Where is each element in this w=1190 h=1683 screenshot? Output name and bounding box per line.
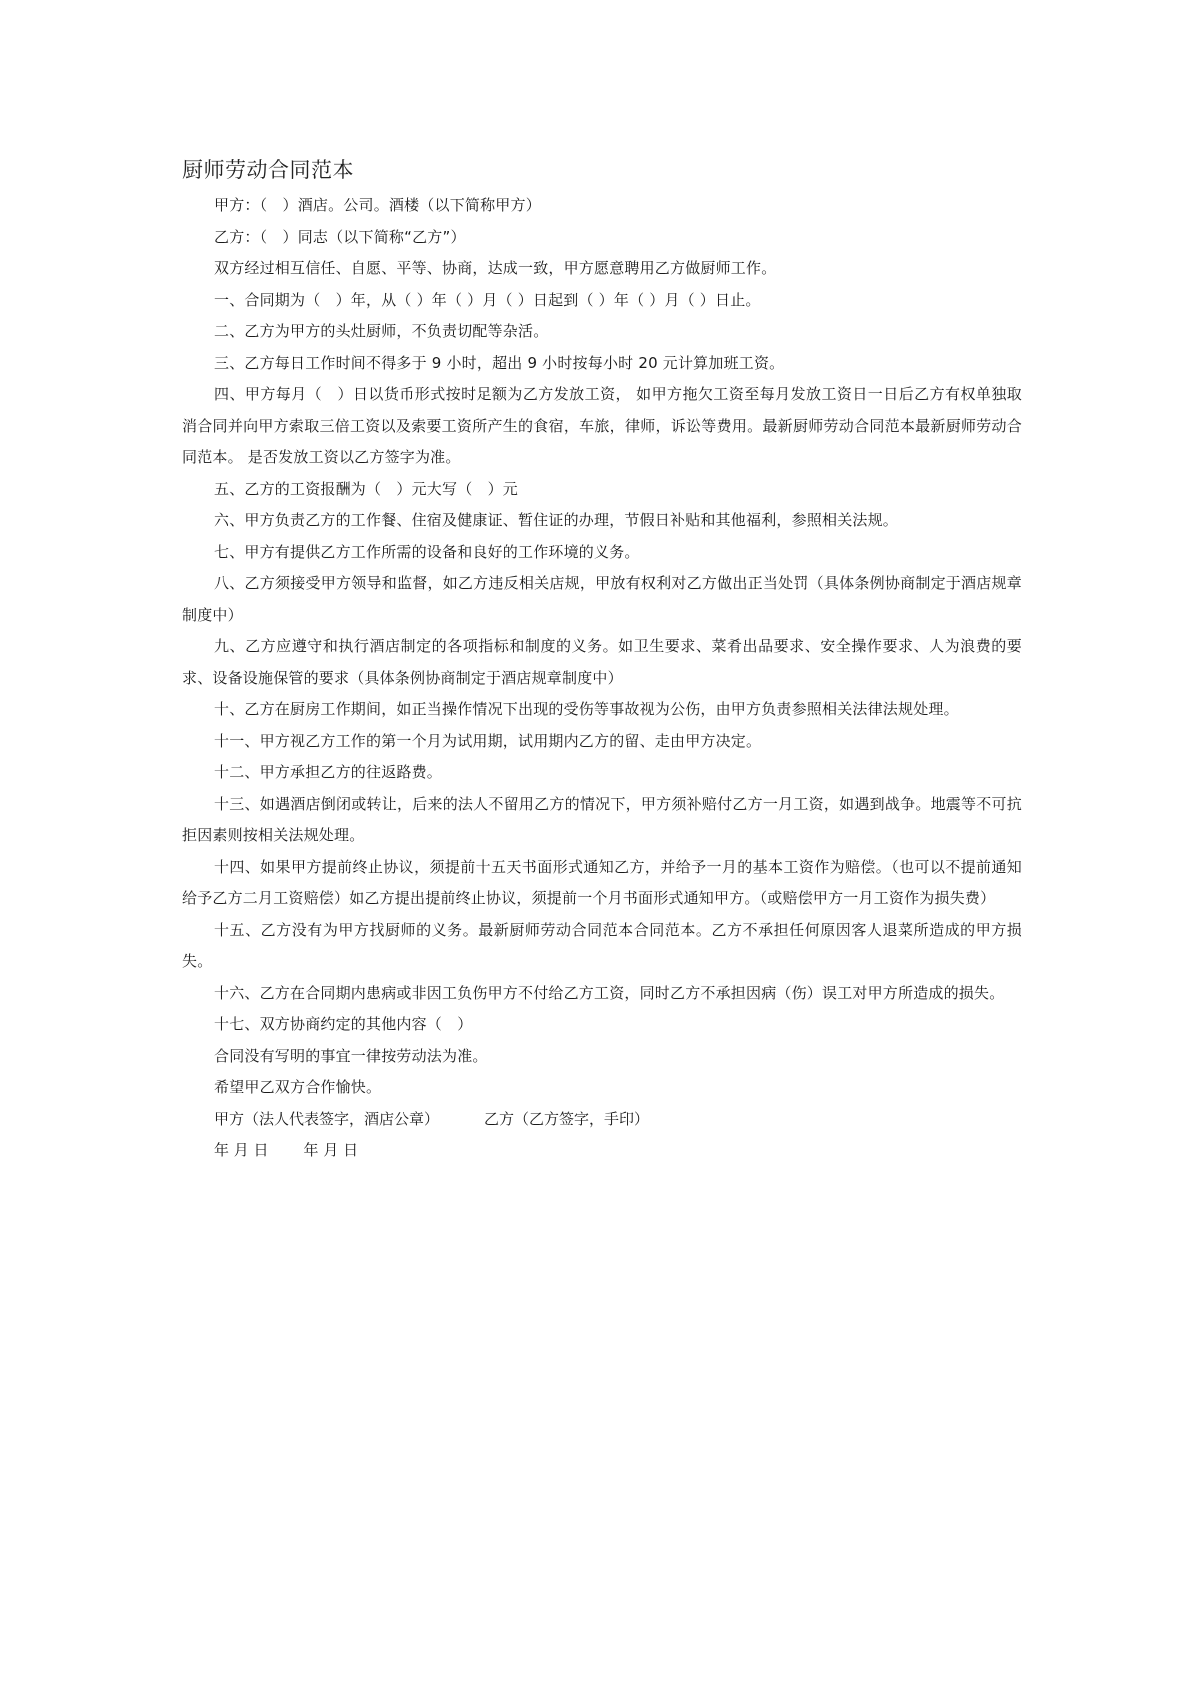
clause-11: 十一、甲方视乙方工作的第一个月为试用期，试用期内乙方的留、走由甲方决定。 bbox=[214, 731, 762, 750]
clause-5: 五、乙方的工资报酬为（ ）元大写（ ）元 bbox=[214, 479, 519, 498]
clause-14: 十四、如果甲方提前终止协议，须提前十五天书面形式通知乙方，并给予一月的基本工资作为赔偿。（也可以不提前通知给予乙方二月工资赔偿）如乙方提出提前终止协议，须提前一个月书面形式通知甲方。（或赔偿甲方一月工资作为损失费） bbox=[182, 857, 1022, 907]
clause-7: 七、甲方有提供乙方工作所需的设备和良好的工作环境的义务。 bbox=[214, 542, 640, 561]
clause-10: 十、乙方在厨房工作期间，如正当操作情况下出现的受伤等事故视为公伤，由甲方负责参照相关法律法规处理。 bbox=[214, 700, 959, 718]
clause-4: 四、甲方每月（ ）日以货币形式按时足额为乙方发放工资， 如甲方拖欠工资至每月发放工资日一日后乙方有权单独取消合同并向甲方索取三倍工资以及索要工资所产生的食宿，车旅，律师，诉讼等费用。最新厨师劳动合同范本最新厨师劳动合同范本。 是否发放工资以乙方签字为准。 bbox=[182, 385, 1022, 466]
date-row bbox=[182, 1135, 1022, 1167]
clause-16: 十六、乙方在合同期内患病或非因工负伤甲方不付给乙方工资，同时乙方不承担因病（伤）误工对甲方所造成的损失。 bbox=[214, 983, 1005, 1002]
signature-row bbox=[182, 1104, 1022, 1136]
clause-17: 十七、双方协商约定的其他内容（ ） bbox=[214, 1015, 473, 1033]
party-a-signature: 甲方（法人代表签字，酒店公章） bbox=[214, 1109, 440, 1128]
clause-1: 一、合同期为（ ）年，从（ ）年（ ）月（ ）日起到（ ）年（ ）月（ ）日止。 bbox=[214, 290, 761, 309]
clause-12: 十二、甲方承担乙方的往返路费。 bbox=[214, 763, 443, 781]
clause-3: 三、乙方每日工作时间不得多于 9 小时，超出 9 小时按每小时 20 元计算加班工资。 bbox=[214, 353, 785, 372]
party-b-date: 年 月 日 bbox=[303, 1141, 359, 1159]
clause-8: 八、乙方须接受甲方领导和监督，如乙方违反相关店规，甲放有权利对乙方做出正当处罚（具体条例协商制定于酒店规章制度中） bbox=[182, 574, 1022, 624]
clause-2: 二、乙方为甲方的头灶厨师，不负责切配等杂活。 bbox=[214, 322, 549, 340]
party-b-signature: 乙方（乙方签字，手印） bbox=[484, 1109, 650, 1128]
document-body bbox=[182, 190, 1022, 1167]
clause-13: 十三、如遇酒店倒闭或转让，后来的法人不留用乙方的情况下，甲方须补赔付乙方一月工资，如遇到战争。地震等不可抗拒因素则按相关法规处理。 bbox=[182, 794, 1022, 844]
party-b-line: 乙方：（ ）同志（以下简称“乙方”） bbox=[214, 227, 466, 246]
clause-15: 十五、乙方没有为甲方找厨师的义务。最新厨师劳动合同范本合同范本。乙方不承担任何原因客人退菜所造成的甲方损失。 bbox=[182, 920, 1022, 970]
document-title: 厨师劳动合同范本 bbox=[182, 158, 354, 182]
labor-law-note: 合同没有写明的事宜一律按劳动法为准。 bbox=[214, 1046, 488, 1065]
party-a-line: 甲方：（ ）酒店。公司。酒楼（以下简称甲方） bbox=[214, 196, 541, 214]
preamble: 双方经过相互信任、自愿、平等、协商，达成一致，甲方愿意聘用乙方做厨师工作。 bbox=[214, 259, 777, 277]
closing-wish: 希望甲乙双方合作愉快。 bbox=[214, 1078, 382, 1096]
clause-6: 六、甲方负责乙方的工作餐、住宿及健康证、暂住证的办理，节假日补贴和其他福利，参照相关法规。 bbox=[214, 511, 899, 529]
clause-9: 九、乙方应遵守和执行酒店制定的各项指标和制度的义务。如卫生要求、菜肴出品要求、安全操作要求、人为浪费的要求、设备设施保管的要求（具体条例协商制定于酒店规章制度中） bbox=[182, 637, 1022, 687]
party-a-date: 年 月 日 bbox=[214, 1141, 269, 1159]
